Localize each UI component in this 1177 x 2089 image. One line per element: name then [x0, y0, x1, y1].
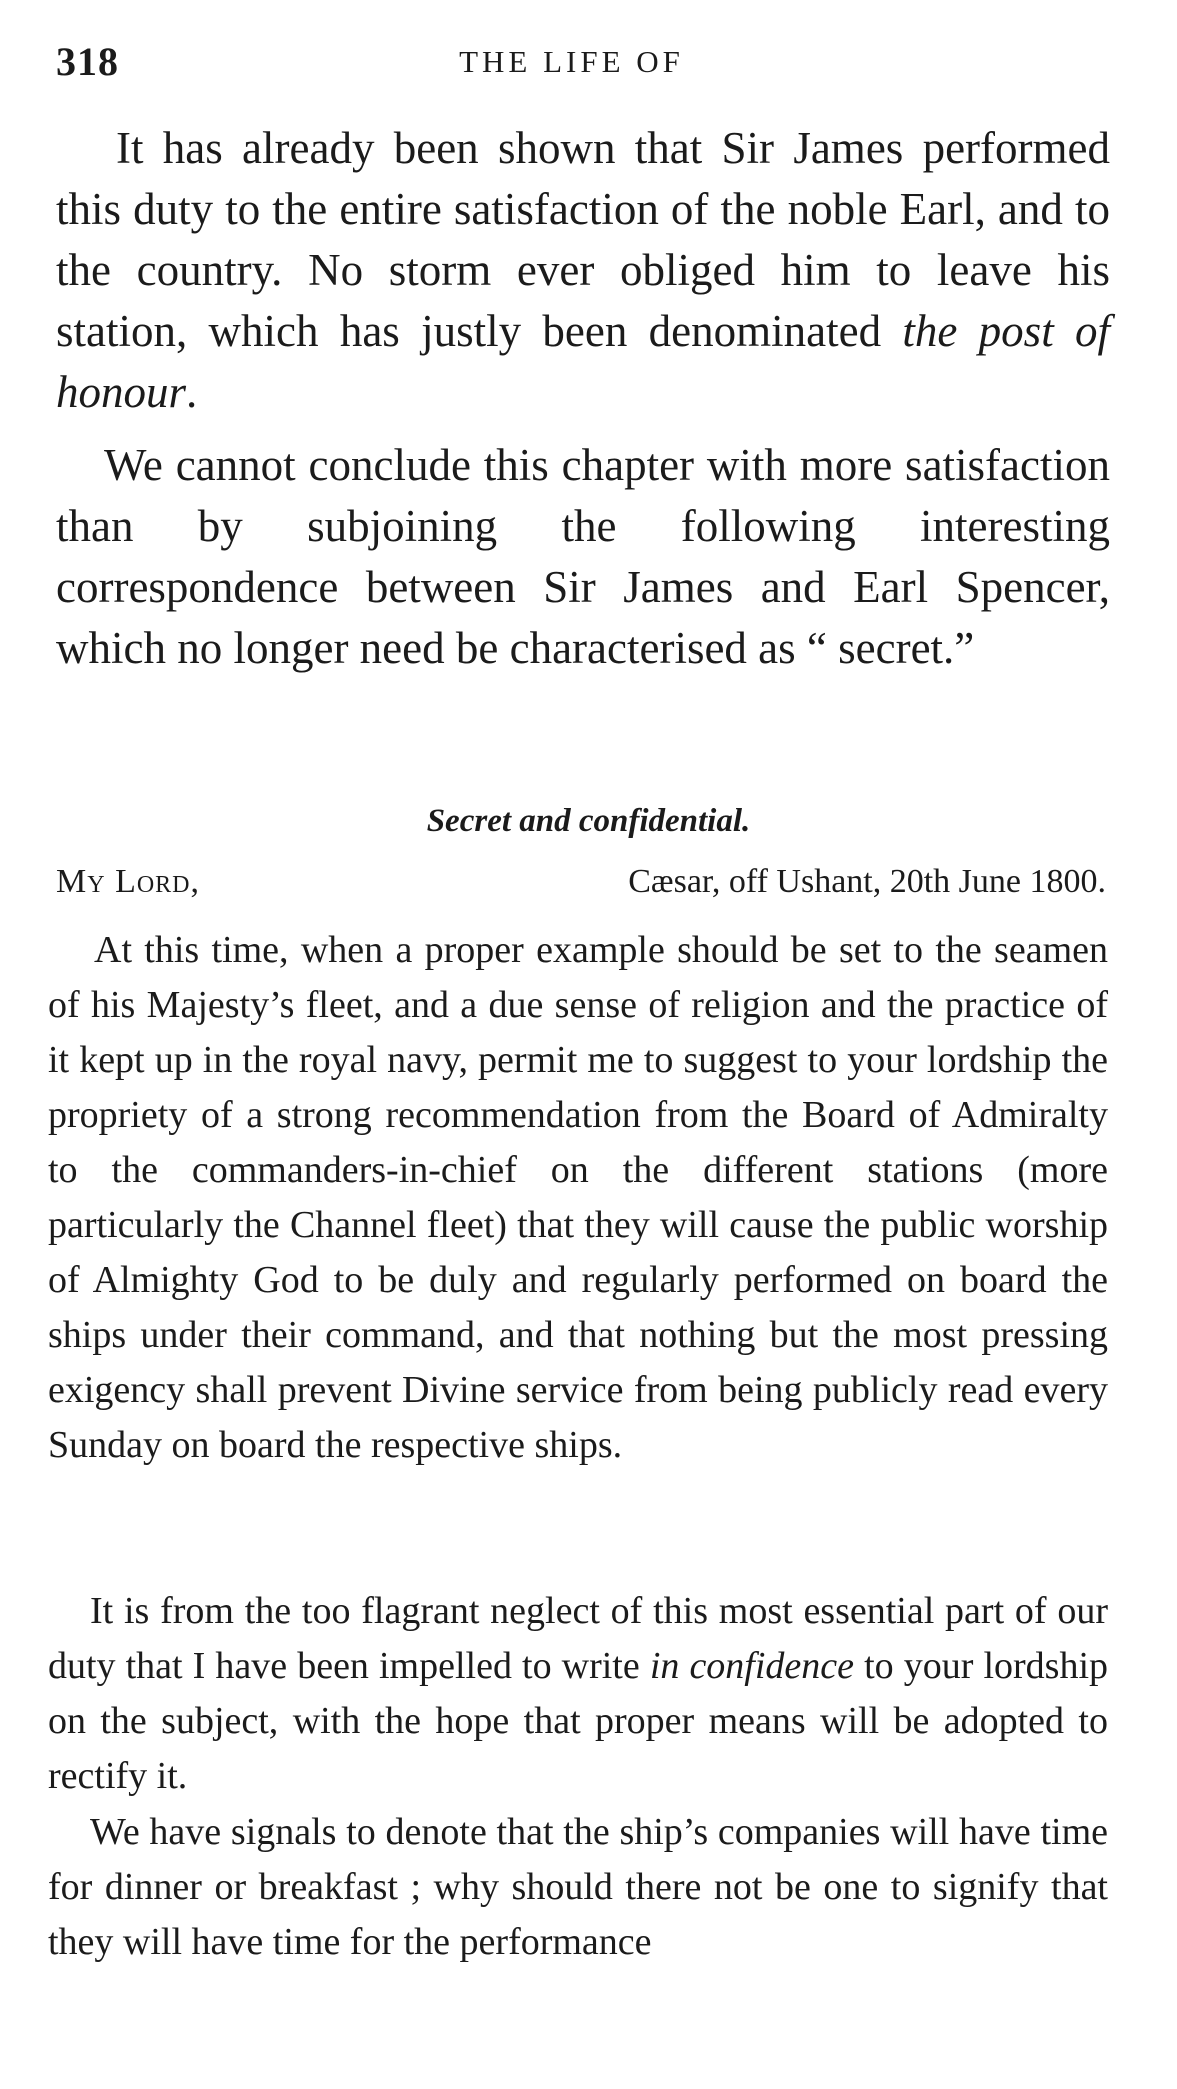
paragraph-text: It has already been shown that Sir James performed this duty to the entire satisfaction of the noble Earl, and to the country. No storm ever obliged him to leave his station, which has justly been denominated: [56, 123, 1110, 356]
letter-paragraph-signals: We have signals to denote that the ship’s companies will have time for dinner or breakfast ; why should there not be one to signify that they will have time for the performance: [48, 1811, 1108, 1963]
running-head: THE LIFE OF: [459, 44, 684, 79]
dateline: Cæsar, off Ushant, 20th June 1800.: [628, 863, 1106, 900]
letter-heading: Secret and confidential.: [426, 803, 751, 839]
italic-phrase: in confidence: [649, 1645, 855, 1687]
letter-paragraph-worship: At this time, when a proper example should be set to the seamen of his Majesty’s fleet, and a due sense of religion and the practice of it kept up in the royal navy, permit me to suggest to your lordship the propriety of a strong recommendation from the Board of Admiralty to the commanders-in-chief on the different stations (more particularly the Channel fleet) that they will cause the public worship of Almighty God to be duly and regularly performed on board the ships under their command, and that nothing but the most pressing exigency shall prevent Divine service from being publicly read every Sunday on board the respective ships.: [48, 929, 1108, 1466]
paragraph-text-end: .: [186, 367, 198, 417]
paragraph-text-end: to your lordship on the subject, with the hope that proper means will be adopted to rectify it.: [48, 1645, 1109, 1797]
letter-paragraph-confidence: [48, 1584, 1108, 1804]
page-number: 318: [56, 39, 119, 84]
paragraph-post-of-honour: [56, 118, 1110, 423]
salutation: My Lord,: [56, 863, 201, 900]
salutation-line: [56, 863, 1106, 907]
paragraph-correspondence-intro: We cannot conclude this chapter with more satisfaction than by subjoining the following interesting correspondence between Sir James and Earl Spencer, which no longer need be characterised as “ secret.”: [56, 440, 1110, 673]
page-header: [56, 38, 1087, 88]
page-bottom-margin: [0, 2050, 1177, 2089]
italic-phrase: the post of honour: [56, 306, 1111, 417]
paragraph-text: It is from the too flagrant neglect of this most essential part of our duty that I have been impelled to write: [48, 1590, 1108, 1687]
